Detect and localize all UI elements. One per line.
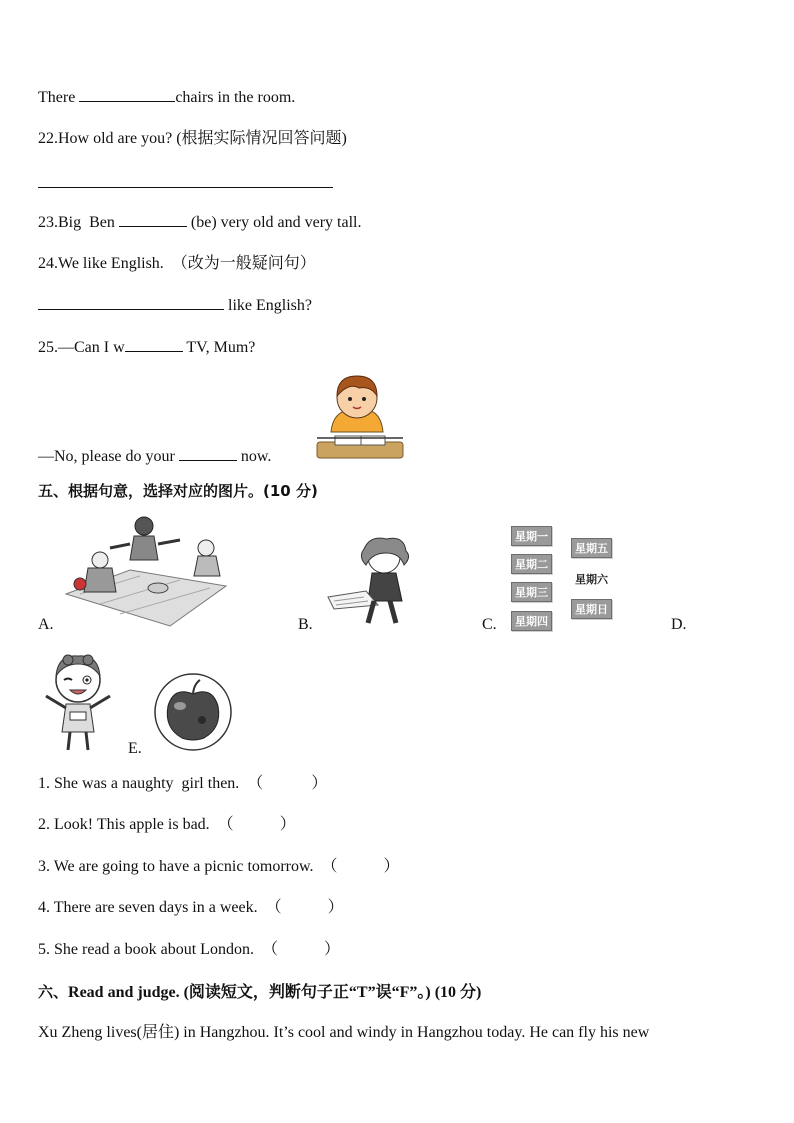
naughty-girl-image <box>38 650 118 754</box>
item-2-text: 2. Look! This apple is bad. （ <box>38 816 234 833</box>
q25-reply <box>38 446 271 467</box>
q25-suffix: TV, Mum? <box>182 339 256 356</box>
section-5-item-5 <box>38 940 340 960</box>
section-6-title-en: Read and judge. <box>68 984 180 1001</box>
option-a-label: A. <box>38 616 54 633</box>
section-6-passage: Xu Zheng lives(居住) in Hangzhou. It’s cool and windy in Hangzhou today. He can fly his new <box>38 1024 650 1041</box>
option-c-label: C. <box>482 616 497 633</box>
question-24: 24.We like English. （改为一般疑问句） <box>38 255 316 272</box>
item-5-text: 5. She read a book about London. （ <box>38 941 278 958</box>
picnic-image <box>60 514 230 628</box>
day-thursday-tag: 星期四 <box>511 611 552 631</box>
q25-reply-prefix: —No, please do your <box>38 448 179 465</box>
section-5-item-2 <box>38 815 296 835</box>
option-e-label: E. <box>128 740 142 757</box>
q25-blank-2[interactable] <box>179 446 237 461</box>
item-1-text: 1. She was a naughty girl then. （ <box>38 775 264 792</box>
section-6-number: 六、 <box>38 983 69 1001</box>
option-b-label: B. <box>298 616 313 633</box>
question-25 <box>38 337 255 358</box>
q23-blank[interactable] <box>119 212 187 227</box>
section-6-title <box>38 982 481 1003</box>
item-4-close: ） <box>327 899 344 916</box>
q22-answer-line[interactable] <box>38 187 333 188</box>
day-monday-tag: 星期一 <box>511 526 552 546</box>
q23-suffix: (be) very old and very tall. <box>186 214 362 231</box>
q25-blank-1[interactable] <box>125 337 183 352</box>
bad-apple-image <box>152 672 234 752</box>
section-5-item-3 <box>38 857 400 877</box>
q21-blank[interactable] <box>79 87 175 102</box>
girl-reading-image <box>326 535 418 627</box>
section-5-title: 五、根据句意，选择对应的图片。(10 分) <box>38 482 318 500</box>
item-5-close: ） <box>323 941 340 958</box>
q25-prefix: 25.—Can I w <box>38 339 125 356</box>
question-22: 22.How old are you? (根据实际情况回答问题) <box>38 130 347 147</box>
day-tuesday-tag: 星期二 <box>511 554 552 574</box>
item-1-close: ） <box>311 775 328 792</box>
day-friday-tag: 星期五 <box>571 538 612 558</box>
section-5-item-4 <box>38 898 344 918</box>
item-3-close: ） <box>383 858 400 875</box>
option-d-label: D. <box>671 616 687 633</box>
item-2-close: ） <box>279 816 296 833</box>
q21-suffix: chairs in the room. <box>175 89 296 106</box>
item-3-text: 3. We are going to have a picnic tomorrow. （ <box>38 858 338 875</box>
day-wednesday-tag: 星期三 <box>511 582 552 602</box>
q21-prefix: There <box>38 89 80 106</box>
q24-suffix: like English? <box>224 297 312 314</box>
boy-studying-image <box>315 372 405 460</box>
question-23 <box>38 212 362 233</box>
q24-answer <box>38 295 312 316</box>
day-saturday-tag: 星期六 <box>571 569 612 589</box>
q24-blank[interactable] <box>38 295 224 310</box>
section-5-item-1 <box>38 774 327 794</box>
q23-prefix: 23.Big Ben <box>38 214 119 231</box>
section-6-title-rest: (阅读短文，判断句子正“T”误“F”。) (10 分) <box>179 984 482 1001</box>
item-4-text: 4. There are seven days in a week. （ <box>38 899 282 916</box>
question-21 <box>38 87 295 108</box>
q25-reply-suffix: now. <box>236 448 272 465</box>
day-sunday-tag: 星期日 <box>571 599 612 619</box>
